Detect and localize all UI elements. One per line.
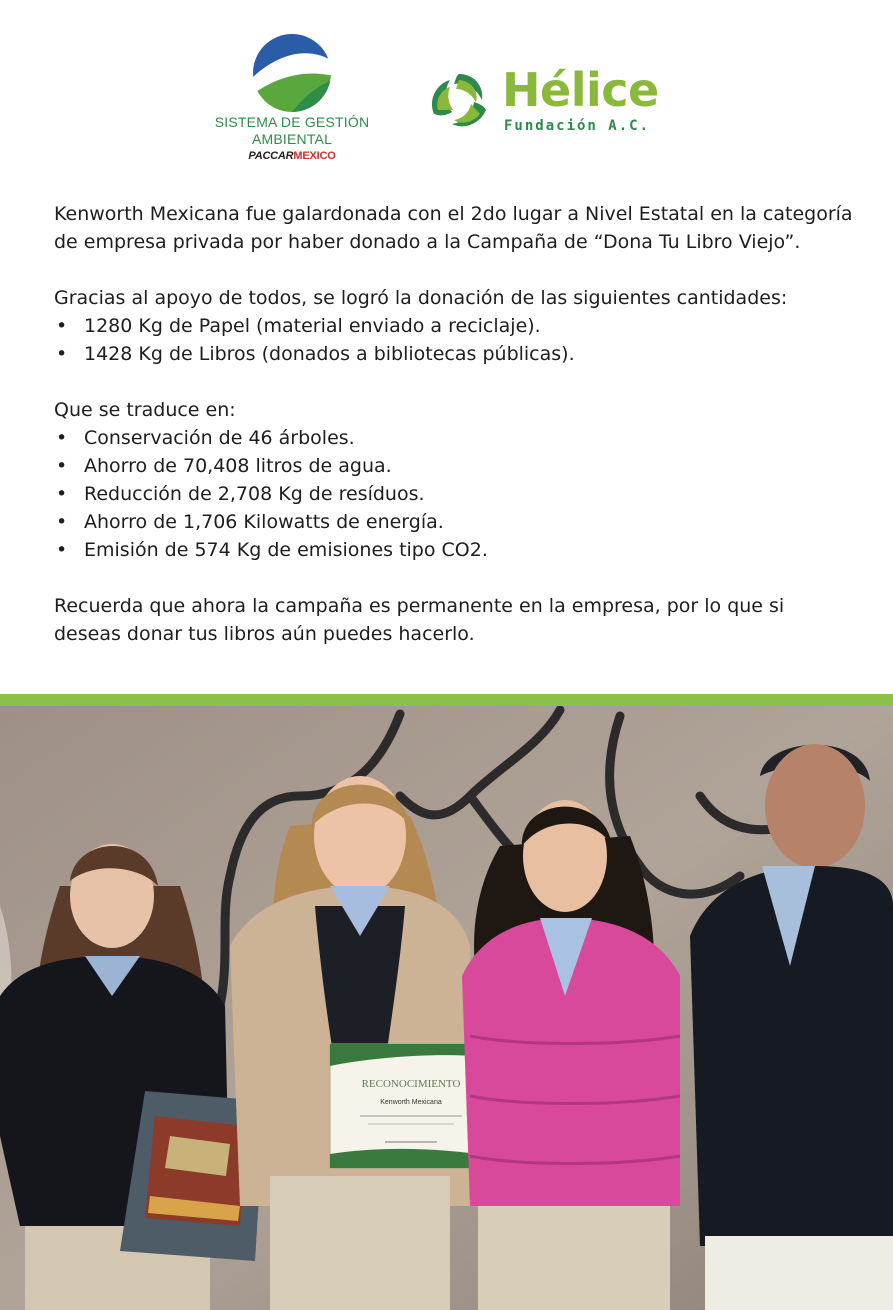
impact-list <box>54 424 854 564</box>
group-photo-illustration <box>0 706 893 1310</box>
sga-title-line2: AMBIENTAL <box>251 131 333 147</box>
list-item: • 1428 Kg de Libros (donados a bibliotecas públicas). <box>54 340 854 368</box>
helice-logo <box>426 63 706 138</box>
donations-list <box>54 312 854 368</box>
sga-title-line1: SISTEMA DE GESTIÓN <box>214 114 370 130</box>
impact-section <box>54 396 854 564</box>
list-item: • Ahorro de 1,706 Kilowatts de energía. <box>54 508 854 536</box>
paccar-mexico-brand <box>212 148 372 164</box>
list-item: • Ahorro de 70,408 litros de agua. <box>54 452 854 480</box>
list-item: • 1280 Kg de Papel (material enviado a reciclaje). <box>54 312 854 340</box>
certificate-title: RECONOCIMIENTO <box>361 1078 461 1090</box>
intro-paragraph: Kenworth Mexicana fue galardonada con el 2do lugar a Nivel Estatal en la categoría de empresa privada por haber donado a la Campaña de “Dona Tu Libro Viejo”. <box>54 203 853 253</box>
helice-subtitle: Fundación A.C. <box>504 118 651 134</box>
list-item: • Reducción de 2,708 Kg de resíduos. <box>54 480 854 508</box>
closing-paragraph: Recuerda que ahora la campaña es permanente en la empresa, por lo que si deseas donar tus libros aún puedes hacerlo. <box>54 595 785 645</box>
article-body <box>54 200 854 676</box>
paccar-text: PACCAR <box>248 150 294 162</box>
green-divider <box>0 694 893 706</box>
donations-section <box>54 284 854 368</box>
group-photo <box>0 706 893 1310</box>
helice-name: Hélice <box>502 63 659 117</box>
impact-heading: Que se traduce en: <box>54 399 236 421</box>
donations-heading: Gracias al apoyo de todos, se logró la donación de las siguientes cantidades: <box>54 287 788 309</box>
sga-logo <box>212 32 372 164</box>
helice-propeller-icon <box>426 70 492 132</box>
list-item: • Emisión de 574 Kg de emisiones tipo CO2. <box>54 536 854 564</box>
certificate-recipient: Kenworth Mexicana <box>380 1099 442 1106</box>
mexico-text: MEXICO <box>293 150 336 162</box>
list-item: • Conservación de 46 árboles. <box>54 424 854 452</box>
logo-header <box>0 28 893 178</box>
sga-globe-icon <box>250 32 334 114</box>
